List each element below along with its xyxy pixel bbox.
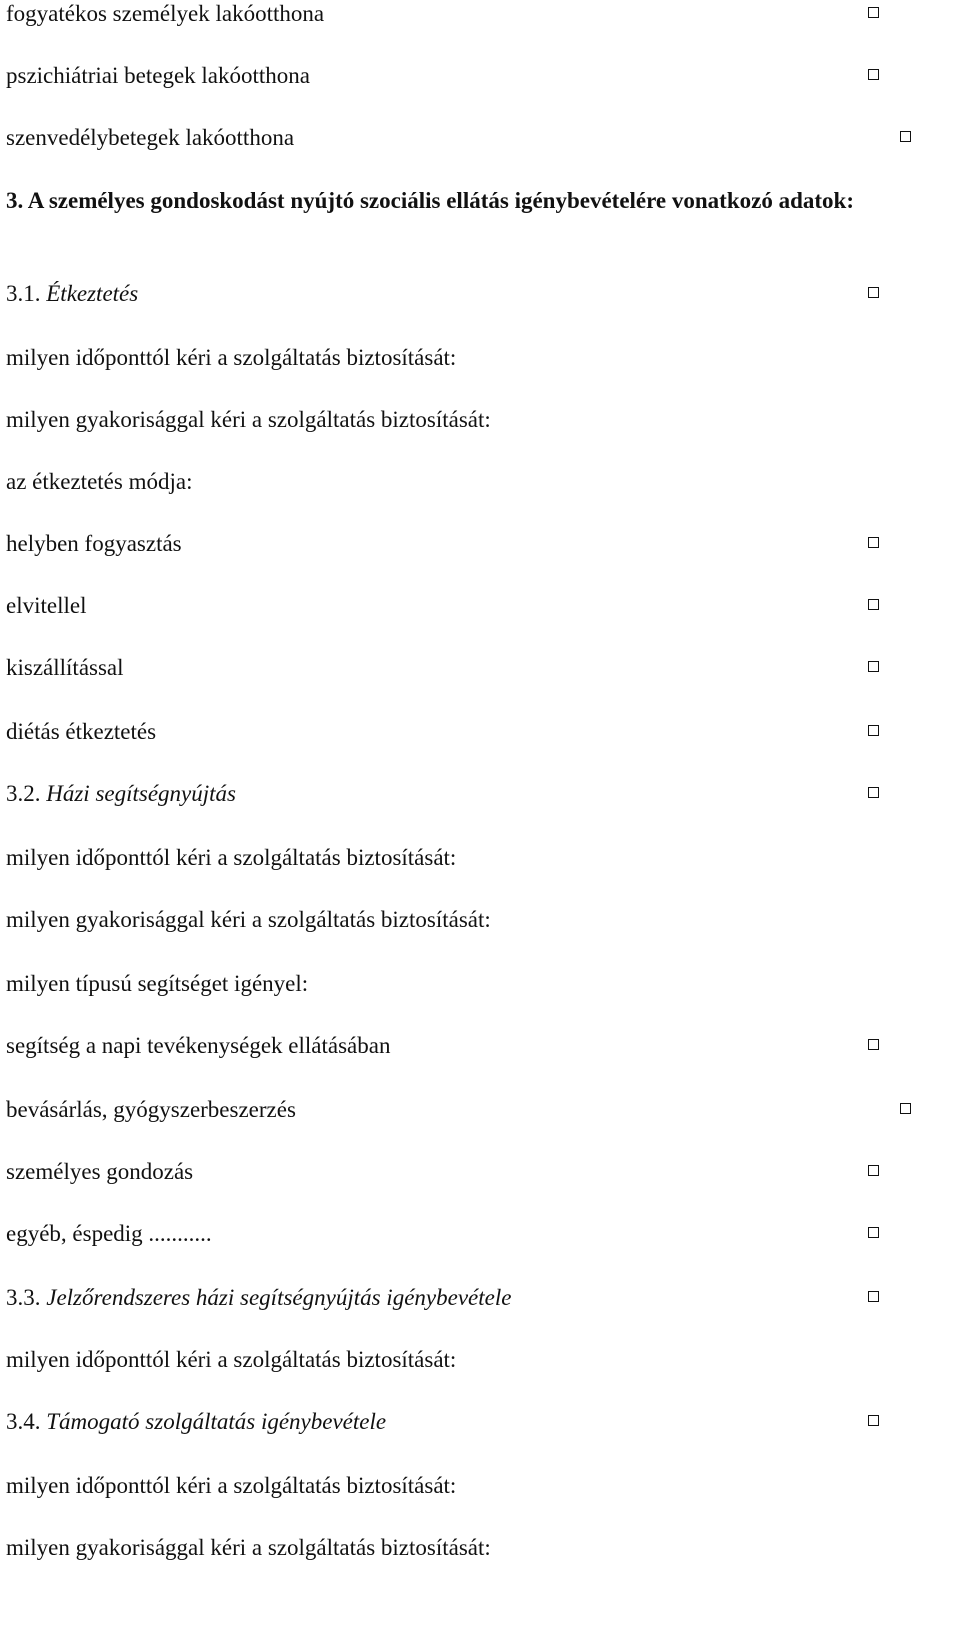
field-row-idopont-1 [6,344,950,384]
field-label: milyen időponttól kéri a szolgáltatás biztosítását: [6,1473,457,1498]
field-row-idopont-4 [6,1472,950,1512]
option-row-szenvedelybetegek [6,124,950,164]
field-label: milyen gyakorisággal kéri a szolgáltatás biztosítását: [6,1535,491,1560]
field-row-etkeztetes-modja [6,468,950,508]
checkbox-pszichiatriai[interactable] [868,69,879,80]
checkbox-fogyatekos[interactable] [868,7,879,18]
option-row-bevasarlas [6,1096,950,1136]
checkbox-hazi-segitsegnyujtas[interactable] [868,787,879,798]
section-title: 3.2. Házi segítségnyújtás [6,781,236,806]
checkbox-egyeb[interactable] [868,1227,879,1238]
option-row-helyben [6,530,950,570]
checkbox-jelzorendszeres[interactable] [868,1291,879,1302]
section-title: 3.4. Támogató szolgáltatás igénybevétele [6,1409,387,1434]
field-label: milyen időponttól kéri a szolgáltatás biztosítását: [6,345,457,370]
checkbox-dietas[interactable] [868,725,879,736]
option-label: egyéb, éspedig ........... [6,1221,212,1246]
option-row-pszichiatriai [6,62,950,102]
section-3-2 [6,780,950,820]
section-title: 3.1. Étkeztetés [6,281,139,306]
option-label: személyes gondozás [6,1159,194,1184]
option-row-napi-tevekenysegek [6,1032,950,1072]
field-row-gyakorisag-1 [6,406,950,446]
checkbox-helyben[interactable] [868,537,879,548]
section-heading-3 [6,186,950,252]
field-row-tipus [6,970,950,1010]
checkbox-tamogato[interactable] [868,1415,879,1426]
option-row-gondozas [6,1158,950,1198]
option-row-egyeb [6,1220,950,1260]
option-row-elvitellel [6,592,950,632]
section-3-1 [6,280,950,320]
option-label: kiszállítással [6,655,124,680]
option-label: segítség a napi tevékenységek ellátásában [6,1033,391,1058]
field-row-gyakorisag-4 [6,1534,950,1574]
field-label: milyen gyakorisággal kéri a szolgáltatás biztosítását: [6,907,491,932]
checkbox-szenvedelybetegek[interactable] [900,131,911,142]
field-label: milyen típusú segítséget igényel: [6,971,309,996]
field-label: milyen időponttól kéri a szolgáltatás biztosítását: [6,845,457,870]
option-label: helyben fogyasztás [6,531,182,556]
section-3-4 [6,1408,950,1448]
checkbox-gondozas[interactable] [868,1165,879,1176]
option-label: bevásárlás, gyógyszerbeszerzés [6,1097,296,1122]
section-heading-text: 3. A személyes gondoskodást nyújtó szociális ellátás igénybevételére vonatkozó adatok: [6,188,854,213]
checkbox-napi-tevekenysegek[interactable] [868,1039,879,1050]
field-label: milyen gyakorisággal kéri a szolgáltatás biztosítását: [6,407,491,432]
checkbox-bevasarlas[interactable] [900,1103,911,1114]
field-row-idopont-3 [6,1346,950,1386]
checkbox-elvitellel[interactable] [868,599,879,610]
field-row-gyakorisag-2 [6,906,950,946]
section-title: 3.3. Jelzőrendszeres házi segítségnyújtás igénybevétele [6,1285,512,1310]
option-label: szenvedélybetegek lakóotthona [6,125,295,150]
option-label: fogyatékos személyek lakóotthona [6,1,325,26]
section-3-3 [6,1284,950,1324]
field-label: az étkeztetés módja: [6,469,193,494]
field-label: milyen időponttól kéri a szolgáltatás biztosítását: [6,1347,457,1372]
option-row-kiszallitassal [6,654,950,694]
checkbox-kiszallitassal[interactable] [868,661,879,672]
field-row-idopont-2 [6,844,950,884]
option-row-fogyatekos [6,0,950,40]
option-label: pszichiátriai betegek lakóotthona [6,63,310,88]
option-row-dietas [6,718,950,758]
option-label: diétás étkeztetés [6,719,157,744]
checkbox-etkeztetes[interactable] [868,287,879,298]
option-label: elvitellel [6,593,87,618]
